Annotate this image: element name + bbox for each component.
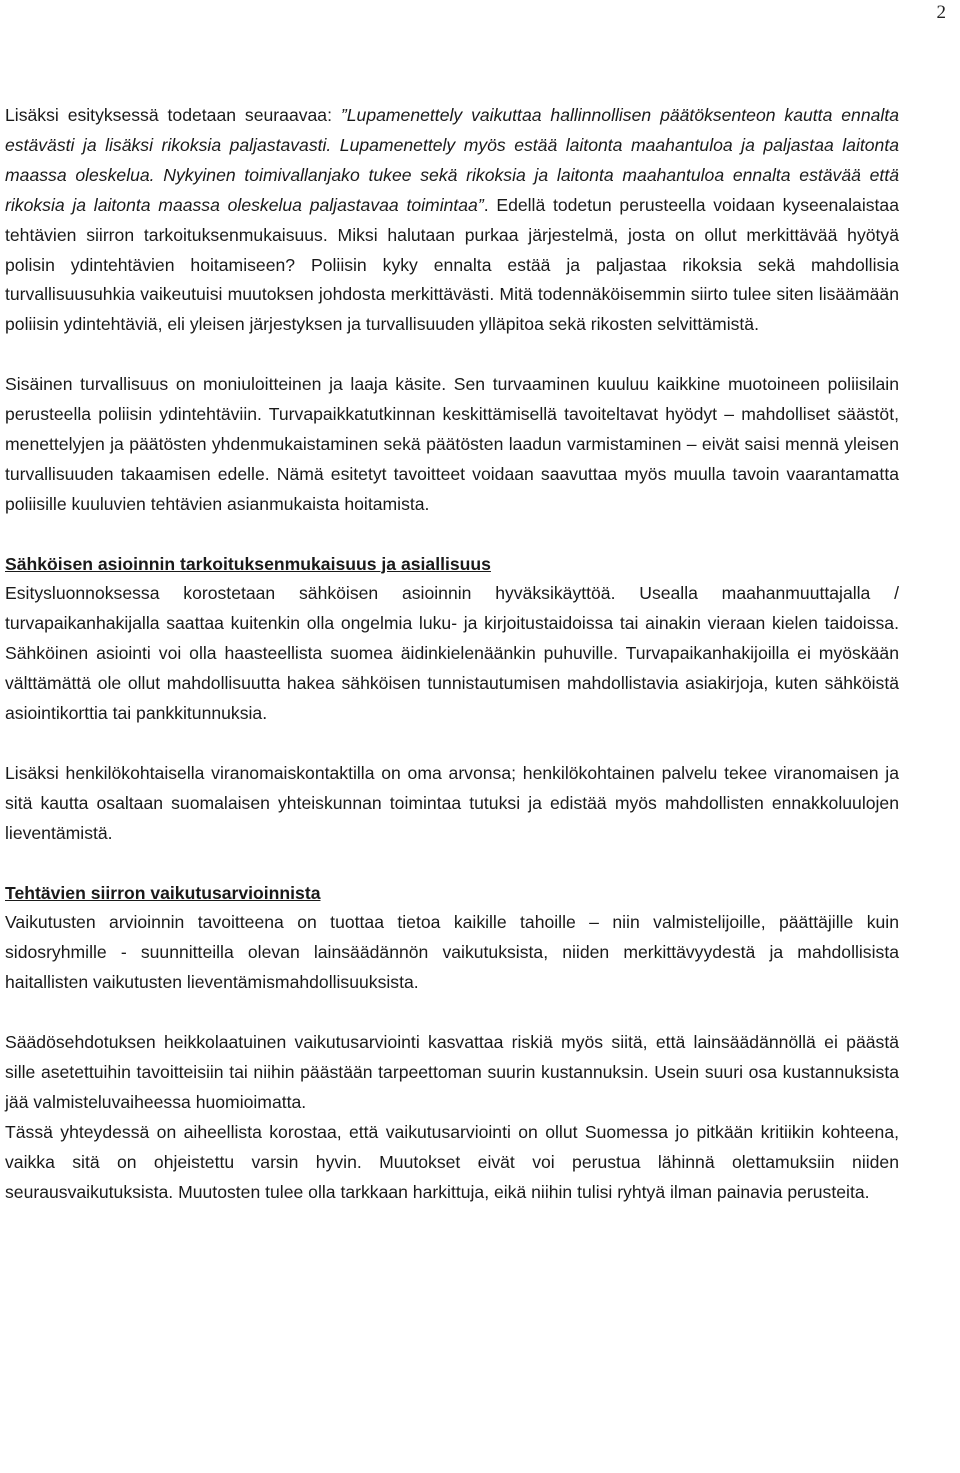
page-number: 2: [936, 2, 946, 23]
paragraph-impact-assessment: Vaikutusten arvioinnin tavoitteena on tuottaa tietoa kaikille tahoille – niin valmistelijoille, päättäjille kuin sidosryhmille - suunnitteilla olevan lainsäädännön vaikutuksista, niiden merkittävyydestä ja mahdollisista haitallisten vaikutusten lieventämismahdollisuuksista.: [5, 912, 899, 993]
paragraph-weak-assessment: Säädösehdotuksen heikkolaatuinen vaikutusarviointi kasvattaa riskiä myös siitä, että lainsäädännöllä ei päästä sille asetettuihin tavoitteisiin tai niihin päästään tarpeettoman suurin kustannuksin. Usein suuri osa kustannuksista jää valmisteluvaiheessa huomioimatta.: [5, 1032, 899, 1112]
paragraph-text: . Edellä todetun perusteella voidaan kyseenalaistaa tehtävien siirron tarkoituksenmukaisuus. Miksi halutaan purkaa järjestelmä, josta on ollut merkittävää hyötyä polisin ydintehtävien hoitamiseen? Poliisin kyky ennalta estää ja paljastaa rikoksia sekä mahdollisia turvallisuusuhkia vaikeutuisi muutoksen johdosta merkittävästi. Mitä todennäköisemmin siirto tulee siten lisäämään poliisin ydintehtäviä, eli yleisen järjestyksen ja turvallisuuden ylläpitoa sekä rikosten selvittämistä.: [5, 194, 899, 335]
paragraph-criticism: Tässä yhteydessä on aiheellista korostaa, että vaikutusarviointi on ollut Suomessa jo pitkään kritiikin kohteena, vaikka sitä on ohjeistettu varsin hyvin. Muutokset eivät voi perustua lähinnä olettamuksiin niiden seurausvaikutuksista. Muutosten tulee olla tarkkaan harkittuja, eikä niihin tulisi ryhtyä ilman painavia perusteita.: [5, 1121, 899, 1202]
paragraph-personal-contact: Lisäksi henkilökohtaisella viranomaiskontaktilla on oma arvonsa; henkilökohtainen palvelu tekee viranomaisen ja sitä kautta osaltaan suomalaisen yhteiskunnan toimintaa tutuksi ja edistää myös mahdollisten ennakkoluulojen lieventämistä.: [5, 762, 899, 843]
section-heading-impact-assessment: Tehtävien siirron vaikutusarvioinnista: [5, 882, 321, 903]
paragraph-internal-security: Sisäinen turvallisuus on moniuloitteinen ja laaja käsite. Sen turvaaminen kuuluu kaikkine muotoineen poliisilain perusteella poliisin ydintehtäviin. Turvapaikkatutkinnan keskittämisellä tavoiteltavat hyödyt – mahdolliset säästöt, menettelyjen ja päätösten yhdenmukaistaminen sekä päätösten laadun varmistaminen – eivät saisi mennä yleisen turvallisuuden takaamisen edelle. Nämä esitetyt tavoitteet voidaan saavuttaa myös muulla tavoin vaarantamatta poliisille kuuluvien tehtävien asianmukaista hoitamista.: [5, 374, 899, 514]
paragraph-text: Lisäksi esityksessä todetaan seuraavaa:: [5, 105, 341, 125]
paragraph-electronic-services: Esitysluonnoksessa korostetaan sähköisen asioinnin hyväksikäyttöä. Usealla maahanmuuttajalla / turvapaikanhakijalla saattaa kuitenkin olla ongelmia luku- ja kirjoitustaidoissa tai ainakin vieraan kielen taidoissa. Sähköinen asiointi voi olla haasteellista suomea äidinkielenäänkin puhuville. Turvapaikanhakijoilla ei myöskään välttämättä ole ollut mahdollisuutta hakea sähköisen tunnistautumisen mahdollistavia asiakirjoja, kuten sähköistä asiointikorttia tai pankkitunnuksia.: [5, 583, 899, 724]
section-heading-electronic-services: Sähköisen asioinnin tarkoituksenmukaisuus ja asiallisuus: [5, 553, 491, 574]
quotation: ”Lupamenettely vaikuttaa hallinnollisen päätöksenteon kautta ennalta estävästi ja lisäksi rikoksia paljastavasti. Lupamenettely myös estää laitonta maahantuloa ja paljastaa laitonta maassa oleskelua. Nykyinen toimivallanjako tukee sekä rikoksia ja laitonta maahantuloa ennalta estävää että rikoksia ja laitonta maassa oleskelua paljastavaa toimintaa”: [5, 105, 899, 215]
document-body: [5, 101, 899, 1207]
paragraph-statement: [5, 101, 899, 340]
